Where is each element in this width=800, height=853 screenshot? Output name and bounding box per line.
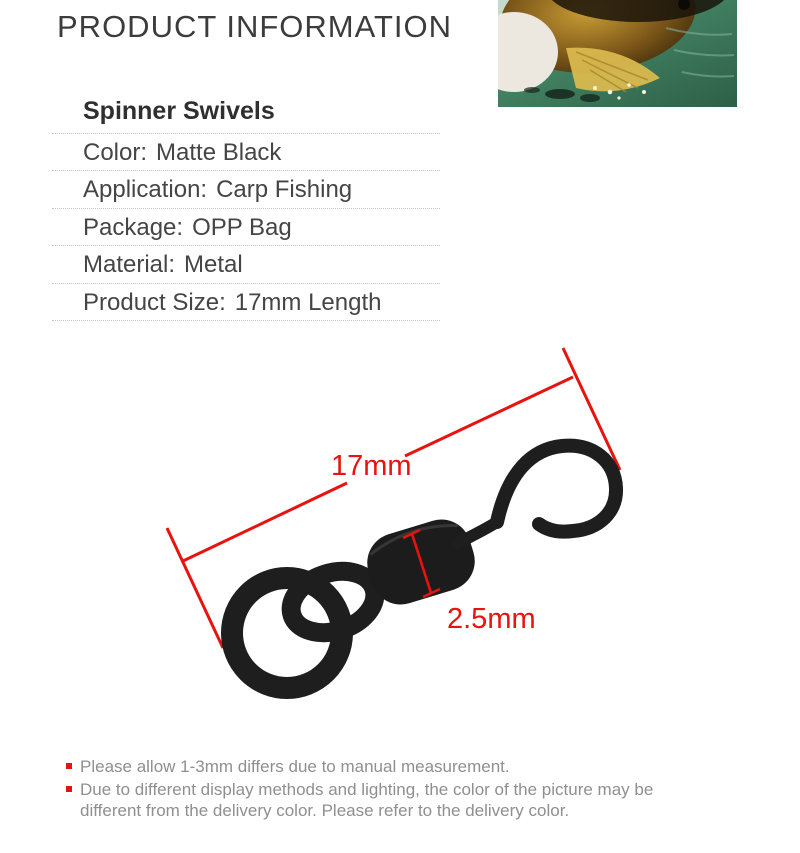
diameter-dimension-label: 2.5mm — [447, 603, 536, 635]
spec-value: Matte Black — [156, 139, 282, 166]
dimension-diagram — [0, 340, 800, 760]
spec-label: Material: — [83, 251, 176, 279]
disclaimer-notes — [80, 756, 680, 823]
spec-label: Application: — [83, 176, 208, 204]
spinner-swivel-drawing — [232, 446, 616, 688]
spec-label: Product Size: — [83, 288, 226, 316]
page-title: PRODUCT INFORMATION — [57, 9, 453, 44]
note-item — [80, 779, 680, 822]
product-name: Spinner Swivels — [52, 94, 440, 134]
spec-table — [52, 94, 440, 321]
fish-photo-art — [498, 0, 737, 107]
spec-row-package — [52, 209, 440, 246]
spec-value: Metal — [184, 251, 243, 279]
spec-row-application — [52, 171, 440, 208]
spec-row-size — [52, 284, 440, 321]
red-square-bullet-icon — [66, 763, 72, 769]
spec-value: Carp Fishing — [216, 176, 353, 204]
spec-label: Package: — [83, 213, 184, 241]
length-dimension-label: 17mm — [331, 450, 412, 482]
note-item — [80, 756, 680, 778]
note-text: Please allow 1-3mm differs due to manual measurement. — [80, 757, 510, 776]
swivel-hook — [497, 446, 616, 532]
spec-value: 17mm Length — [234, 288, 382, 316]
note-text: Due to different display methods and lighting, the color of the picture may be different from the delivery color. Please refer to the delivery color. — [80, 779, 654, 820]
spec-row-material — [52, 246, 440, 283]
spec-value: OPP Bag — [192, 213, 292, 241]
red-square-bullet-icon — [66, 786, 72, 792]
spec-row-color — [52, 134, 440, 171]
fish-photo — [498, 0, 737, 107]
spec-label: Color: — [83, 139, 148, 166]
